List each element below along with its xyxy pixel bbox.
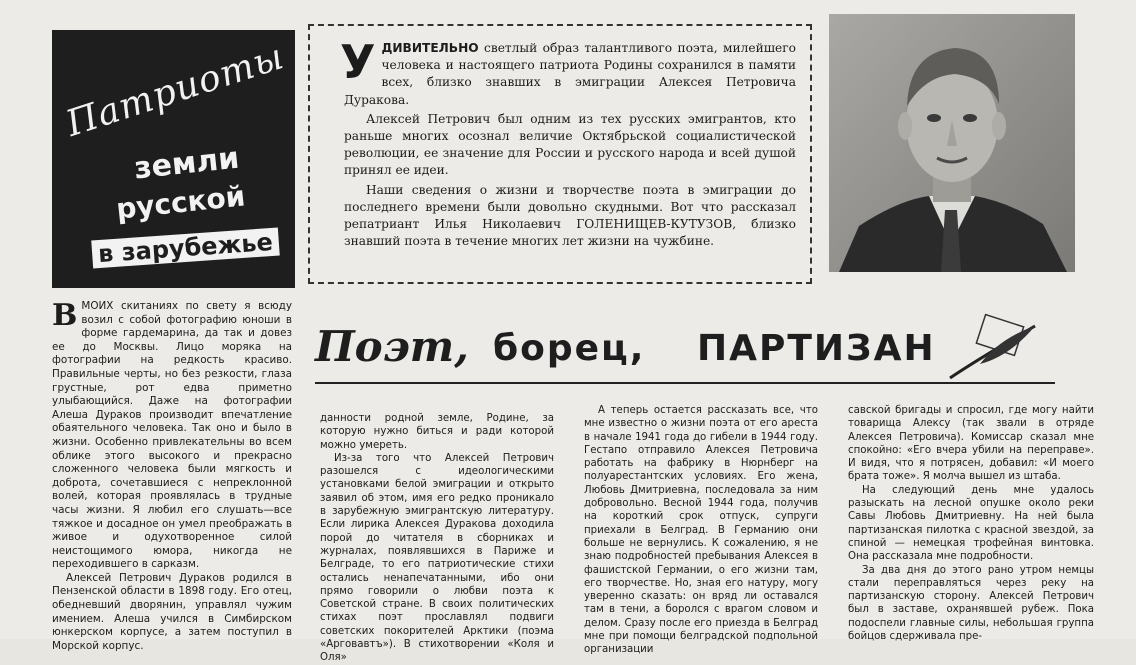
col-b-paragraph-1: А теперь остается рассказать все, что мне известно о жизни поэта от его ареста в начале 1941 года до гибели в 1944 году. Гестапо отправило Алексея Петровича работать на фабрику в Нюрнберг на полуарестантских условиях. Его жена, Любовь Дмитриевна, последовала за ним добровольно. Весной 1944 года, получив на короткий срок отпуск, супруги приехали в Белград. В Германию они больше не вернулись. К сожалению, я не знаю подробностей пребывания Алексея в фашистской Германии, о его жизни там, его творчестве. Но, зная его натуру, могу уверенно сказать: он вряд ли оставался там в тени, а боролся с врагом словом и делом. Сразу после его приезда в Белград мне при помощи белградской подпольной организации: [584, 405, 818, 656]
title-divider: [315, 382, 1055, 384]
intro-paragraph-3: Наши сведения о жизни и творчестве поэта в эмиграции до последнего времени были довольно скудными. Вот что рассказал репатриант Илья Николаевич ГОЛЕНИЩЕВ-КУТУЗОВ, близко знавший поэта в течение многих лет жизни на чужбине.: [344, 182, 796, 249]
article-title: [315, 318, 1015, 378]
intro-text-1: светлый образ талантливого поэта, милейшего человека и настоящего патриота Родины сохранился в памяти всех, близко знавших в эмиграции Алексея Петровича Дуракова.: [344, 41, 796, 107]
title-part-1: Поэт,: [315, 322, 469, 371]
article-left-column: [52, 300, 292, 653]
article-column-a: [320, 412, 554, 665]
col-a-paragraph-1: данности родной земле, Родине, за которую нужно биться и ради которой можно умереть.: [320, 413, 554, 451]
col-c-paragraph-1: савской бригады и спросил, где могу найти товарища Алексу (так звали в отряде Алексея Петровича). Комиссар сказал мне спокойно: «Его вчера убили на переправе». И видя, что я потрясен, добавил: «И моего брата тоже». Я молча вышел из штаба.: [848, 405, 1094, 483]
article-column-c: [848, 404, 1094, 643]
left-paragraph-1: МОИХ скитаниях по свету я всюду возил с собой фотографию юноши в форме гардемарина, да так и довез ее до Москвы. Лицо моряка на фотографии на редкость красиво. Правильные черты, но без резкости, глаза грустные, рот едва приметно улыбающийся. Даже на фотографии Алеша Дураков производит впечатление обаятельного человека. Так оно и было в жизни. Особенно привлекательны во всем облике этого высокого и прекрасно сложенного человека были мягкость и доброта, сочетавшиеся с непреклонной волей, которая проявлялась в трудные часы жизни. Я любил его слушать—все тяжкое и досадное он умел преображать в живое и одухотворенное силой неистощимого юмора, никогда не переходившего в сарказм.: [52, 300, 292, 571]
portrait-photo: [829, 14, 1075, 272]
title-part-3: ПАРТИЗАН: [697, 328, 936, 369]
col-c-paragraph-3: За два дня до этого рано утром немцы стали переправляться через реку на партизанскую сторону. Алексей Петрович был в заставе, охранявшей рубеж. Пока подоспели главные силы, небольшая группа бойцов сдерживала пре-: [848, 564, 1094, 643]
left-paragraph-2: Алексей Петрович Дураков родился в Пензенской области в 1898 году. Его отец, обедневший дворянин, управлял чужим имением. Алеша учился в Симбирском юнкерском корпусе, а затем поступил в Морской корпус.: [52, 571, 292, 652]
intro-bold-lead: ДИВИТЕЛЬНО: [381, 41, 479, 55]
header-line-1: Патриоты: [61, 36, 290, 145]
header-line-3: русской: [114, 179, 247, 226]
col-a-paragraph-2: Из-за того что Алексей Петрович разошелся с идеологическими установками белой эмиграции и открыто заявил об этом, имя его редко проникало в зарубежную эмигрантскую литературу. Если лирика Алексея Дуракова доходила порой до читателя в сборниках и журналах, появлявшихся в Париже и Белграде, то его патриотические стихи остались ненапечатанными, ибо они прямо говорили о любви поэта к Советской стране. В своих политических стихах поэт прославлял подвиги советских покорителей Арктики (поэма «Арговавтъ»). В стихотворении «Коля и Оля»: [320, 452, 554, 664]
title-part-2: борец,: [493, 328, 646, 369]
article-column-b: [584, 404, 818, 657]
col-c-paragraph-2: На следующий день мне удалось разыскать на лесной опушке около реки Савы Любовь Дмитриевну. На ней была партизанская пилотка с красной звездой, за спиной — немецкая трофейная винтовка. Она рассказала мне подробности.: [848, 484, 1094, 563]
intro-paragraph-2: Алексей Петрович был одним из тех русских эмигрантов, кто раньше многих осознал величие Октябрьской социалистической революции, ее значение для России и русского народа и всей душой принял ее идеи.: [344, 111, 796, 178]
quill-icon: [940, 318, 1040, 388]
header-line-2: земли: [132, 140, 241, 187]
header-line-4: в зарубежье: [91, 228, 279, 269]
section-header-box: [52, 30, 295, 288]
intro-paragraph-1: [344, 40, 796, 109]
intro-dropcap: У: [340, 35, 376, 89]
portrait-image: [829, 14, 1075, 272]
left-dropcap: В: [52, 298, 78, 333]
intro-box: [308, 24, 812, 284]
